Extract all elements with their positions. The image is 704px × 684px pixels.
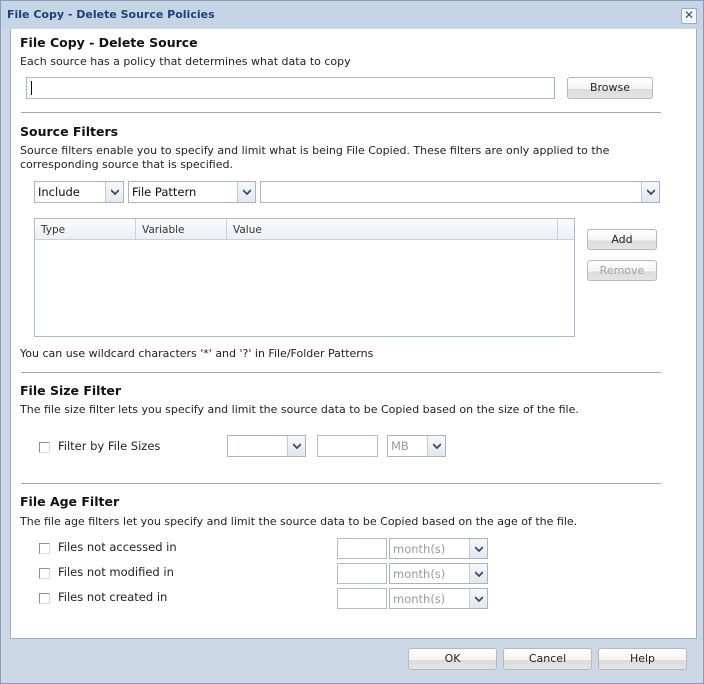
- files-not-accessed-checkbox[interactable]: [39, 543, 50, 554]
- filters-table-header: [35, 219, 574, 240]
- column-header-variable[interactable]: Variable: [136, 219, 227, 240]
- include-exclude-select[interactable]: [34, 181, 124, 203]
- add-filter-button[interactable]: Add: [587, 229, 657, 250]
- chevron-down-icon: [469, 539, 487, 558]
- file-age-heading: File Age Filter: [20, 494, 120, 509]
- files-not-created-unit-select[interactable]: [389, 588, 488, 609]
- size-operator-select[interactable]: [227, 435, 306, 457]
- include-exclude-value: Include: [38, 185, 80, 199]
- title-bar: [1, 1, 703, 29]
- unit-value: month(s): [393, 542, 446, 556]
- files-not-created-value-input[interactable]: [337, 588, 387, 609]
- close-button[interactable]: [681, 8, 697, 24]
- size-value-input[interactable]: [317, 435, 378, 457]
- files-not-modified-checkbox[interactable]: [39, 568, 50, 579]
- filters-table[interactable]: [34, 218, 575, 337]
- unit-value: month(s): [393, 567, 446, 581]
- filter-by-file-sizes-checkbox[interactable]: [39, 442, 50, 453]
- source-path-input[interactable]: [26, 77, 555, 99]
- files-not-created-label: Files not created in: [58, 590, 168, 604]
- chevron-down-icon: [469, 564, 487, 583]
- filter-value-combobox[interactable]: [260, 181, 660, 203]
- source-filters-heading: Source Filters: [20, 124, 119, 139]
- chevron-down-icon: [427, 436, 445, 456]
- unit-value: month(s): [393, 592, 446, 606]
- divider: [21, 483, 661, 484]
- close-icon: ✕: [683, 8, 695, 22]
- column-header-value[interactable]: Value: [227, 219, 558, 240]
- divider: [21, 372, 661, 373]
- column-header-type[interactable]: Type: [35, 219, 136, 240]
- ok-button[interactable]: OK: [408, 648, 497, 670]
- source-heading: File Copy - Delete Source: [20, 35, 198, 50]
- dialog-title: File Copy - Delete Source Policies: [7, 8, 215, 21]
- files-not-modified-value-input[interactable]: [337, 563, 387, 584]
- files-not-accessed-unit-select[interactable]: [389, 538, 488, 559]
- files-not-accessed-label: Files not accessed in: [58, 540, 177, 554]
- file-size-heading: File Size Filter: [20, 383, 122, 398]
- size-unit-select[interactable]: [387, 435, 446, 457]
- cancel-button[interactable]: Cancel: [503, 648, 592, 670]
- files-not-modified-unit-select[interactable]: [389, 563, 488, 584]
- chevron-down-icon: [237, 182, 255, 202]
- filter-by-file-sizes-label: Filter by File Sizes: [58, 439, 161, 453]
- filter-type-select[interactable]: [128, 181, 256, 203]
- size-unit-value: MB: [391, 439, 409, 453]
- remove-filter-button[interactable]: Remove: [587, 260, 657, 281]
- chevron-down-icon: [469, 589, 487, 608]
- content-panel: [10, 29, 697, 639]
- files-not-accessed-value-input[interactable]: [337, 538, 387, 559]
- source-filters-description-1: Source filters enable you to specify and limit what is being File Copied. These filters are only applied to the: [20, 144, 610, 157]
- text-caret: [31, 81, 32, 95]
- source-filters-description-2: corresponding source that is specified.: [20, 158, 233, 171]
- files-not-modified-label: Files not modified in: [58, 565, 174, 579]
- help-button[interactable]: Help: [598, 648, 687, 670]
- chevron-down-icon: [287, 436, 305, 456]
- files-not-created-checkbox[interactable]: [39, 593, 50, 604]
- chevron-down-icon: [105, 182, 123, 202]
- chevron-down-icon: [641, 182, 659, 202]
- file-size-description: The file size filter lets you specify and limit the source data to be Copied based on the size of the file.: [20, 403, 579, 416]
- divider: [21, 112, 661, 113]
- file-age-description: The file age filters let you specify and limit the source data to be Copied based on the age of the file.: [20, 515, 578, 528]
- filter-type-value: File Pattern: [132, 185, 197, 199]
- wildcard-note: You can use wildcard characters '*' and '?' in File/Folder Patterns: [20, 347, 374, 360]
- browse-button[interactable]: Browse: [567, 77, 653, 99]
- source-description: Each source has a policy that determines what data to copy: [20, 55, 351, 68]
